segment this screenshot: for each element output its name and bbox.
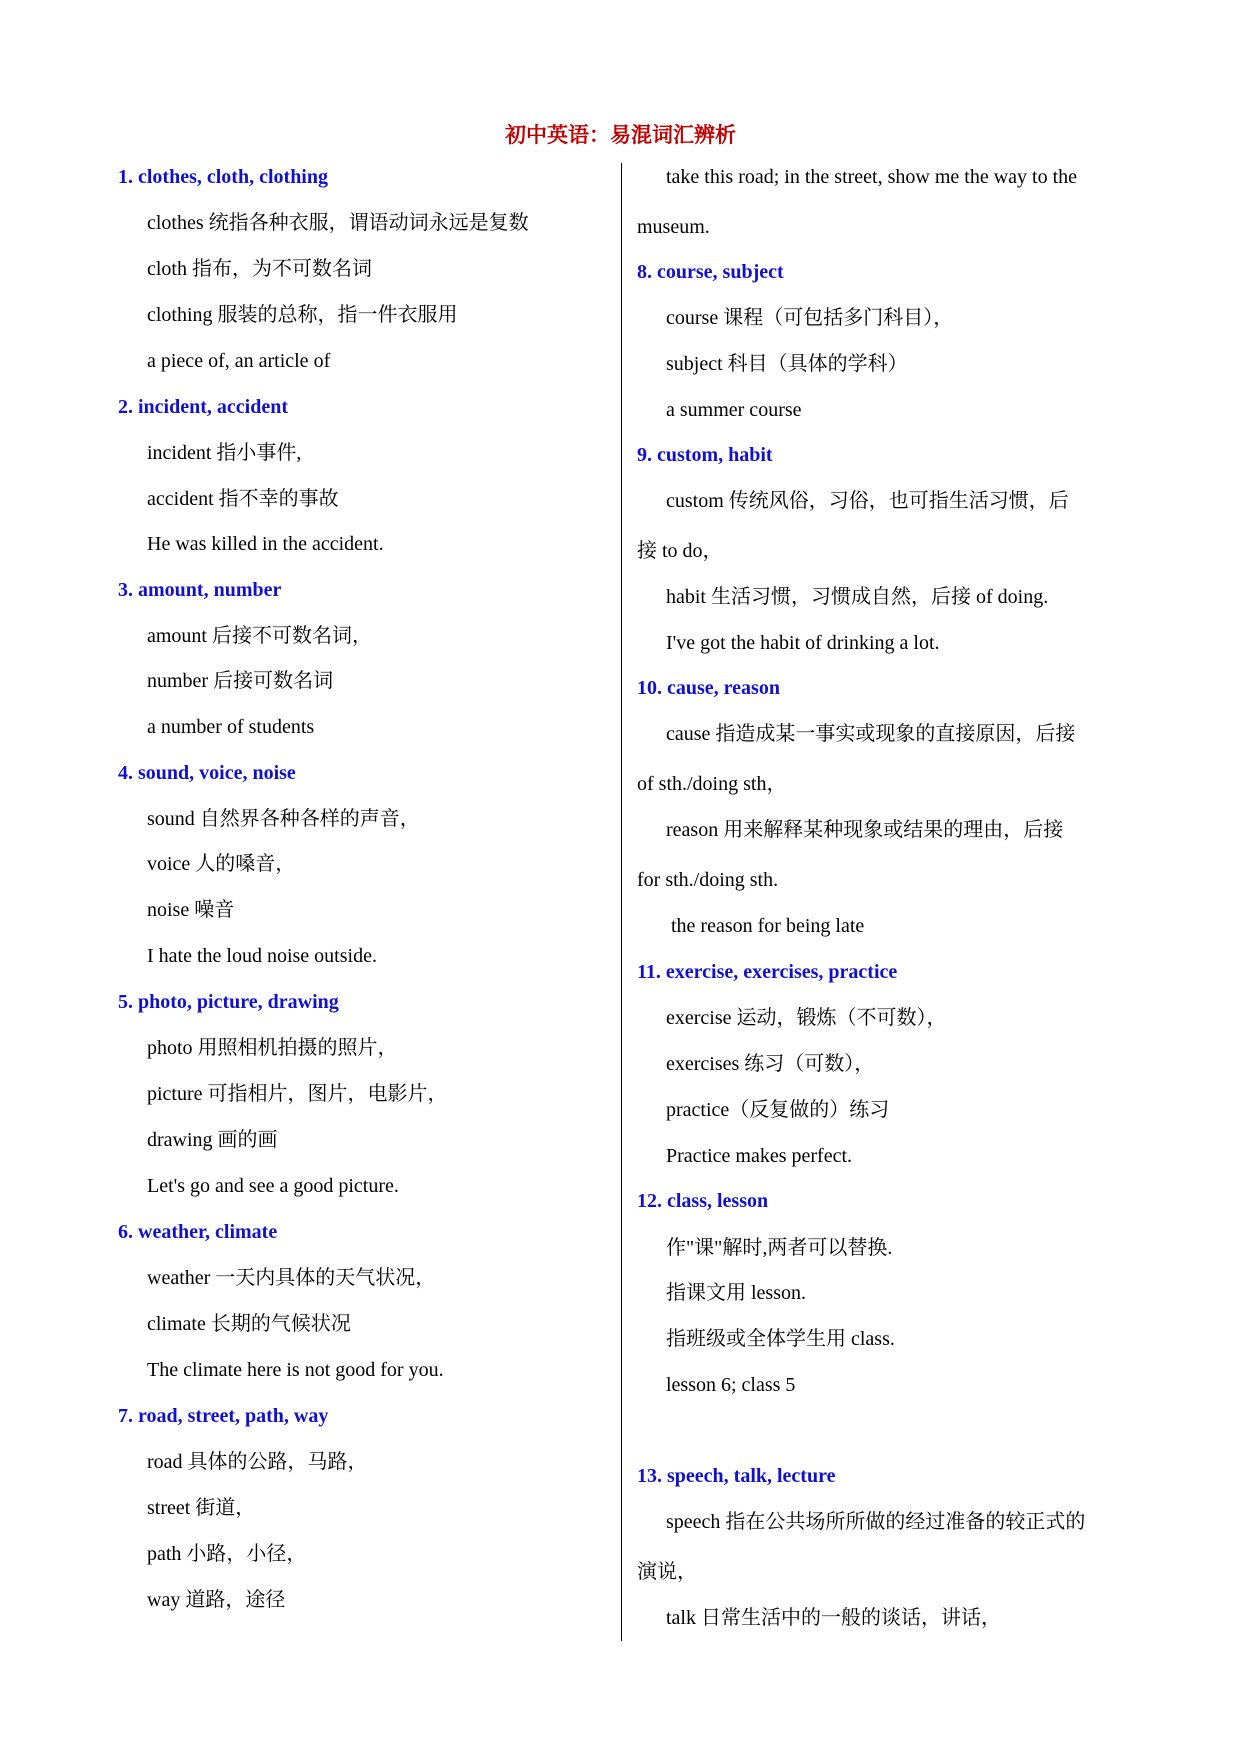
section-heading: 13. speech, talk, lecture xyxy=(637,1465,836,1487)
body-text-line: 指课文用 lesson. xyxy=(666,1282,806,1304)
body-text-line: drawing 画的画 xyxy=(147,1129,278,1151)
body-text-line: He was killed in the accident. xyxy=(147,533,384,555)
body-text-line: exercises 练习（可数）， xyxy=(666,1053,875,1075)
body-text-line: I've got the habit of drinking a lot. xyxy=(666,632,940,654)
section-heading: 12. class, lesson xyxy=(637,1190,769,1212)
body-text-line: Let's go and see a good picture. xyxy=(147,1175,399,1197)
body-text-line: The climate here is not good for you. xyxy=(147,1359,444,1381)
body-text-line: climate 长期的气候状况 xyxy=(147,1313,351,1335)
body-text-line: for sth./doing sth. xyxy=(637,869,779,891)
body-text-line: amount 后接不可数名词， xyxy=(147,625,372,647)
body-text-line: the reason for being late xyxy=(671,915,865,937)
section-heading: 3. amount, number xyxy=(118,579,282,601)
body-text-line: I hate the loud noise outside. xyxy=(147,945,377,967)
body-text-line: accident 指不幸的事故 xyxy=(147,488,339,510)
section-heading: 7. road, street, path, way xyxy=(118,1405,329,1427)
section-heading: 9. custom, habit xyxy=(637,444,773,466)
page-title: 初中英语：易混词汇辨析 xyxy=(505,123,736,147)
section-heading: 1. clothes, cloth, clothing xyxy=(118,166,328,188)
body-text-line: clothing 服装的总称，指一件衣服用 xyxy=(147,304,458,326)
body-text-line: museum. xyxy=(637,216,710,238)
body-text-line: road 具体的公路，马路， xyxy=(147,1451,368,1473)
body-text-line: cause 指造成某一事实或现象的直接原因，后接 xyxy=(666,723,1076,745)
body-text-line: photo 用照相机拍摄的照片， xyxy=(147,1037,398,1059)
body-text-line: a number of students xyxy=(147,716,315,738)
body-text-line: weather 一天内具体的天气状况， xyxy=(147,1267,436,1289)
body-text-line: a summer course xyxy=(666,399,802,421)
body-text-line: 演说， xyxy=(637,1561,697,1583)
section-heading: 11. exercise, exercises, practice xyxy=(637,961,898,983)
body-text-line: path 小路，小径， xyxy=(147,1543,307,1565)
body-text-line: exercise 运动，锻炼（不可数）， xyxy=(666,1007,947,1029)
body-text-line: 作"课"解时,两者可以替换. xyxy=(666,1237,893,1259)
body-text-line: course 课程（可包括多门科目）， xyxy=(666,307,954,329)
body-text-line: subject 科目（具体的学科） xyxy=(666,353,908,375)
body-text-line: incident 指小事件, xyxy=(147,442,302,464)
body-text-line: reason 用来解释某种现象或结果的理由，后接 xyxy=(666,819,1064,841)
section-heading: 2. incident, accident xyxy=(118,396,288,418)
section-heading: 10. cause, reason xyxy=(637,677,780,699)
body-text-line: 指班级或全体学生用 class. xyxy=(666,1328,895,1350)
body-text-line: voice 人的嗓音， xyxy=(147,853,296,875)
body-text-line: a piece of, an article of xyxy=(147,350,331,372)
body-text-line: cloth 指布，为不可数名词 xyxy=(147,258,372,280)
body-text-line: way 道路，途径 xyxy=(147,1589,286,1611)
section-heading: 5. photo, picture, drawing xyxy=(118,991,339,1013)
body-text-line: habit 生活习惯，习惯成自然，后接 of doing. xyxy=(666,586,1049,608)
body-text-line: practice（反复做的）练习 xyxy=(666,1099,890,1121)
body-text-line: Practice makes perfect. xyxy=(666,1145,853,1167)
body-text-line: clothes 统指各种衣服，谓语动词永远是复数 xyxy=(147,212,529,234)
body-text-line: picture 可指相片，图片，电影片， xyxy=(147,1083,448,1105)
section-heading: 6. weather, climate xyxy=(118,1221,278,1243)
section-heading: 4. sound, voice, noise xyxy=(118,762,296,784)
body-text-line: sound 自然界各种各样的声音， xyxy=(147,808,420,830)
body-text-line: number 后接可数名词 xyxy=(147,670,334,692)
body-text-line: street 街道， xyxy=(147,1497,256,1519)
body-text-line: speech 指在公共场所所做的经过准备的较正式的 xyxy=(666,1511,1086,1533)
section-heading: 8. course, subject xyxy=(637,261,784,283)
body-text-line: custom 传统风俗，习俗，也可指生活习惯，后 xyxy=(666,490,1069,512)
body-text-line: lesson 6; class 5 xyxy=(666,1374,796,1396)
body-text-line: noise 噪音 xyxy=(147,899,235,921)
body-text-line: of sth./doing sth， xyxy=(637,773,787,795)
body-text-line: 接 to do， xyxy=(637,540,723,562)
body-text-line: talk 日常生活中的一般的谈话，讲话， xyxy=(666,1607,1001,1629)
body-text-line: take this road; in the street, show me the way to the xyxy=(666,166,1078,188)
